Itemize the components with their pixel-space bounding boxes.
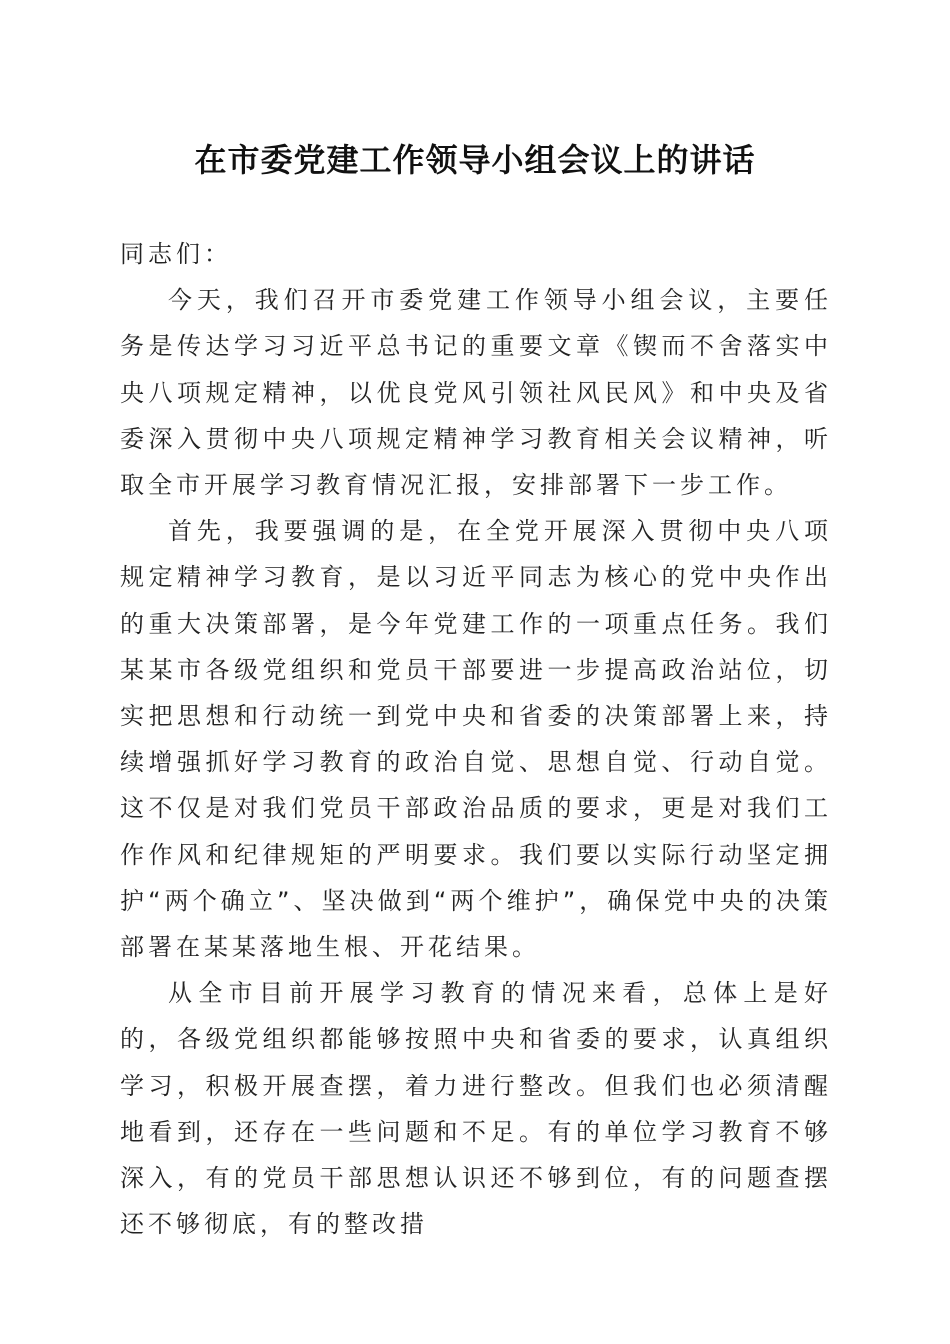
salutation: 同志们： bbox=[120, 240, 232, 268]
document-title: 在市委党建工作领导小组会议上的讲话 bbox=[194, 141, 756, 179]
paragraph-3: 从全市目前开展学习教育的情况来看，总体上是好的，各级党组织都能够按照中央和省委的要求，认真组织学习，积极开展查摆，着力进行整改。但我们也必须清醒地看到，还存在一些问题和不足。有的单位学习教育不够深入，有的党员干部思想认识还不够到位，有的问题查摆还不够彻底，有的整改措 bbox=[120, 979, 832, 1239]
paragraph-1: 今天，我们召开市委党建工作领导小组会议，主要任务是传达学习习近平总书记的重要文章《锲而不舍落实中央八项规定精神，以优良党风引领社风民风》和中央及省委深入贯彻中央八项规定精神学习教育相关会议精神，听取全市开展学习教育情况汇报，安排部署下一步工作。 bbox=[120, 286, 832, 500]
paragraph-2: 首先，我要强调的是，在全党开展深入贯彻中央八项规定精神学习教育，是以习近平同志为核心的党中央作出的重大决策部署，是今年党建工作的一项重点任务。我们某某市各级党组织和党员干部要进一步提高政治站位，切实把思想和行动统一到党中央和省委的决策部署上来，持续增强抓好学习教育的政治自觉、思想自觉、行动自觉。这不仅是对我们党员干部政治品质的要求，更是对我们工作作风和纪律规矩的严明要求。我们要以实际行动坚定拥护“两个确立”、坚决做到“两个维护”，确保党中央的决策部署在某某落地生根、开花结果。 bbox=[120, 517, 832, 962]
document-body bbox=[120, 231, 832, 1247]
